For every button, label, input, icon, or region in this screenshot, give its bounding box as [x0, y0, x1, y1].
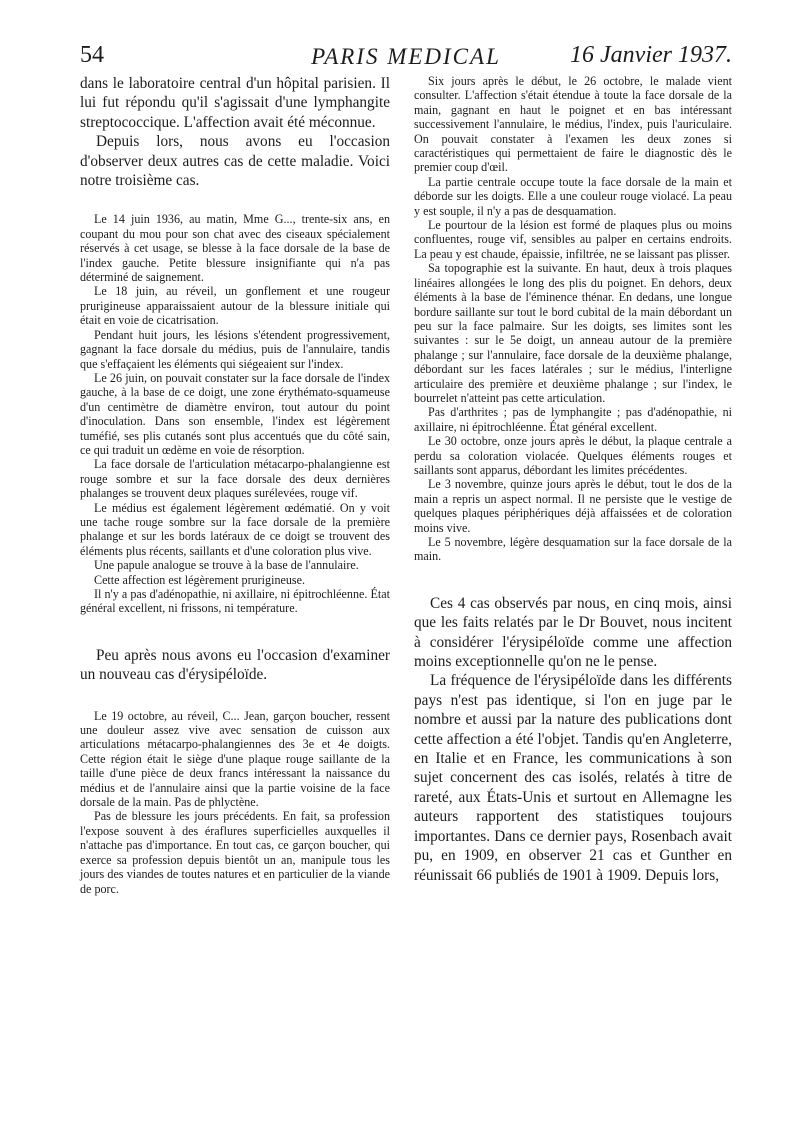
- case-paragraph: Six jours après le début, le 26 octobre, le malade vient consulter. L'affection s'était étendue à toute la face dorsale de la main, gagnant en haut le poignet et en bas intéressant successivement l'annulaire, le médius, l'index, puis l'auriculaire. On pouvait constater à l'examen les deux zones si caractéristiques qui permettaient de faire le diagnostic dès le premier coup d'œil.: [414, 74, 732, 175]
- case-paragraph: Pendant huit jours, les lésions s'étendent progressivement, gagnant la face dorsale du médius, puis de l'annulaire, tandis que s'effaçaient les éléments qui siégeaient sur l'index.: [80, 327, 390, 371]
- right-column: [414, 74, 732, 885]
- case-paragraph: Il n'y a pas d'adénopathie, ni axillaire, ni épitrochléenne. État général excellent, ni frissons, ni température.: [80, 587, 390, 616]
- case-paragraph: Sa topographie est la suivante. En haut, deux à trois plaques linéaires allongées le long des plis du poignet. En dehors, deux éléments à la base de l'éminence thénar. En dedans, une longue bordure saillante sur tout le bord cubital de la main débordant un peu sur la face palmaire. Sur les doigts, ses limites sont les suivantes : sur le 5e doigt, un anneau autour de la première phalange ; sur l'annulaire, face dorsale de la deuxième phalange, débordant sur les faces latérales ; sur le médius, l'interligne articulaire des première et deuxième phalange ; sur l'index, le bourrelet n'atteint pas cette articulation.: [414, 261, 732, 405]
- case-paragraph: Pas d'arthrites ; pas de lymphangite ; pas d'adénopathie, ni axillaire, ni épitrochléenne. État général excellent.: [414, 405, 732, 434]
- case-paragraph: Une papule analogue se trouve à la base de l'annulaire.: [94, 558, 359, 573]
- case-paragraph: Le 26 juin, on pouvait constater sur la face dorsale de l'index gauche, à la base de ce doigt, une zone érythémato-squameuse d'un centimètre de diamètre environ, tout autour du point d'inoculation. Dans son ensemble, l'index est légèrement tuméfié, ses plis cutanés sont plus accentués que du côté sain, ce qui traduit un œdème en voie de résorption.: [80, 370, 390, 457]
- paragraph: Ces 4 cas observés par nous, en cinq mois, ainsi que les faits relatés par le Dr Bouvet, nous incitent à considérer l'érysipéloïde comme une affection moins exceptionnelle qu'on ne le pense.: [414, 594, 732, 671]
- case-paragraph: Le 18 juin, au réveil, un gonflement et une rougeur prurigineuse apparaissaient autour de la blessure initiale qui était en voie de cicatrisation.: [80, 284, 390, 328]
- case-paragraph: Cette affection est légèrement prurigineuse.: [94, 572, 305, 587]
- case-paragraph: Le 14 juin 1936, au matin, Mme G..., trente-six ans, en coupant du mou pour son chat avec des ciseaux spécialement réservés à cet usage, se blesse à la face dorsale de la base de l'index gauche. Petite blessure insignifiante qui n'a pas déterminé de saignement.: [80, 212, 390, 285]
- case-paragraph: Le 3 novembre, quinze jours après le début, tout le dos de la main a repris un aspect normal. Il ne persiste que le vestige de quelques plaques périphériques déjà affaissées et de coloration moins vive.: [414, 477, 732, 535]
- paragraph: dans le laboratoire central d'un hôpital parisien. Il lui fut répondu qu'il s'agissait d'une lymphangite streptococcique. L'affection avait été méconnue.: [80, 75, 390, 131]
- paragraph: Peu après nous avons eu l'occasion d'examiner un nouveau cas d'érysipéloïde.: [80, 646, 390, 684]
- case-paragraph: Le pourtour de la lésion est formé de plaques plus ou moins confluentes, rouge vif, sensibles au palper en certains endroits. La peau y est chaude, épaissie, infiltrée, ne se laissant pas plisser.: [414, 218, 732, 261]
- paragraph: Depuis lors, nous avons eu l'occasion d'observer deux autres cas de cette maladie. Voici notre troisième cas.: [80, 133, 390, 190]
- page-header: [80, 42, 732, 76]
- case-paragraph: La partie centrale occupe toute la face dorsale de la main et déborde sur les doigts. Elle a une couleur rouge violacé. La peau y est souple, il n'y a pas de desquamation.: [414, 174, 732, 218]
- issue-date: 16 Janvier 1937.: [570, 42, 732, 68]
- paragraph: La fréquence de l'érysipéloïde dans les différents pays n'est pas identique, si l'on en juge par le nombre et aussi par la nature des publications dont cette affection a été l'objet. Tandis qu'en Angleterre, en Italie et en France, les communications à son sujet concernent des cas isolés, relatés à titre de rareté, aux États-Unis et surtout en Allemagne les auteurs rapportent des statistiques toujours importantes. Dans ce dernier pays, Rosenbach avait pu, en 1909, en observer 21 cas et Gunther en réunissait 66 publiés de 1901 à 1909. Depuis lors,: [414, 672, 732, 884]
- case-paragraph: Le 19 octobre, au réveil, C... Jean, garçon boucher, ressent une douleur assez vive avec sensation de cuisson aux articulations métacarpo-phalangiennes des 3e et 4e doigts. Cette région était le siège d'une plaque rouge saillante de la taille d'une pièce de deux francs intéressant la naissance du médius et de l'annulaire ainsi que la partie voisine de la face dorsale de la main. Pas de phlyctène.: [80, 708, 390, 810]
- journal-title: PARIS MEDICAL: [311, 44, 501, 69]
- case-paragraph: Le 30 octobre, onze jours après le début, la plaque centrale a perdu sa coloration violacée. Quelques éléments rouges et saillants sont apparus, débordant les limites précédentes.: [414, 434, 732, 477]
- case-paragraph: La face dorsale de l'articulation métacarpo-phalangienne est rouge sombre et sur la face dorsale des deux dernières phalanges se trouvent deux plaques surélevées, rouge vif.: [80, 457, 390, 501]
- page-number: 54: [80, 42, 104, 68]
- case-paragraph: Le 5 novembre, légère desquamation sur la face dorsale de la main.: [414, 535, 732, 564]
- case-paragraph: Le médius est également légèrement œdématié. On y voit une tache rouge sombre sur la face dorsale de la première phalange et sur les bords latéraux de ce doigt se trouvent des éléments plus récents, saillants et d'une coloration plus vive.: [80, 500, 390, 558]
- case-paragraph: Pas de blessure les jours précédents. En fait, sa profession l'expose souvent à des éraflures superficielles auxquelles il n'attache pas d'importance. En tout cas, ce garçon boucher, qui exerce sa profession depuis bientôt un an, manipule tous les jours des viandes de toutes natures et en particulier de la viande de porc.: [80, 809, 390, 896]
- left-column: [80, 74, 390, 896]
